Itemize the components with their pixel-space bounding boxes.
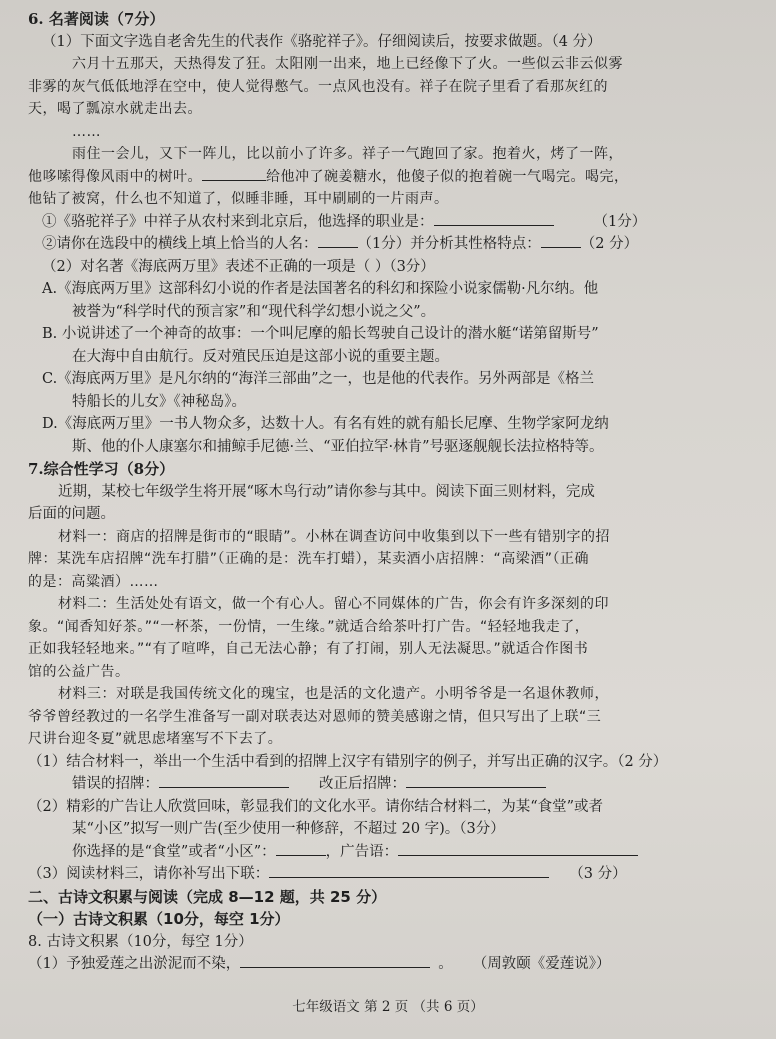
q7-material3: 材料三：对联是我国传统文化的瑰宝，也是活的文化遗产。小明爷爷是一名退休教师， [58, 686, 609, 702]
q7-sub2-cont: 某“小区”拟写一则广告(至少使用一种修辞，不超过 20 字)。（3分） [72, 821, 505, 837]
q7-material1-cont: 的是：高粱酒）…… [28, 573, 159, 590]
q6-sub1-blank[interactable] [434, 211, 554, 226]
q7-sub1-answer-row [28, 773, 748, 796]
q6-excerpt-line: 天，喝了瓢凉水就走出去。 [28, 101, 202, 117]
q7-right-sign-blank[interactable] [406, 773, 546, 788]
q7-intro-cont: 后面的问题。 [28, 506, 115, 522]
q6-option-b: B. 小说讲述了一个神奇的故事：一个叫尼摩的船长驾驶自己设计的潜水艇“诺第留斯号” [42, 326, 599, 342]
q7-sub2-answer-row [28, 841, 748, 864]
q7-sub3 [28, 863, 748, 886]
q7-intro: 近期，某校七年级学生将开展“啄木鸟行动”请你参与其中。阅读下面三则材料，完成 [58, 483, 595, 500]
page-footer: 七年级语文 第 2 页 （共 6 页） [292, 999, 484, 1015]
q7-sub3-score: （3 分） [569, 866, 627, 882]
q6-excerpt-ellipsis: …… [72, 123, 101, 140]
q6-sub1-text: ①《骆驼祥子》中祥子从农村来到北京后，他选择的职业是： [42, 213, 434, 230]
q6-excerpt-line: 他钻了被窝，什么也不知道了，似睡非睡，耳中刷刷的一片雨声。 [28, 191, 449, 207]
q6-sub1-score: （1分） [593, 213, 647, 230]
q7-sub2: （2）精彩的广告让人欣赏回味，彰显我们的文化水平。请你结合材料二，为某“食堂”或者 [28, 798, 604, 815]
q8-item1-text: （1）予独爱莲之出淤泥而不染， [28, 956, 241, 972]
q7-material2-cont: 象。“闻香知好茶。”“一杯茶，一份情，一生缘。”就适合给茶叶打广告。“轻轻地我走了， [28, 618, 590, 635]
q6-excerpt-text: 他哆嗦得像风雨中的树叶。 [28, 168, 202, 185]
q6-title: 6. 名著阅读（7分） [28, 10, 165, 28]
q7-right-sign-label: 改正后招牌： [319, 776, 406, 792]
section2-subtitle: （一）古诗文积累（10分，每空 1分） [28, 910, 290, 928]
q6-name-blank[interactable] [202, 166, 266, 181]
q6-excerpt-line-with-blank [28, 166, 748, 189]
q6-part1-intro: （1）下面文字选自老舍先生的代表作《骆驼祥子》。仔细阅读后，按要求做题。（4 分） [42, 33, 602, 50]
q6-sub2-score: （2 分） [580, 236, 639, 252]
q7-material2-cont: 馆的公益广告。 [28, 663, 130, 680]
q8-item1 [28, 953, 748, 976]
q6-sub2-trait-blank[interactable] [541, 233, 581, 248]
q6-option-b-cont: 在大海中自由航行。反对殖民压迫是这部小说的重要主题。 [72, 348, 449, 365]
q6-sub1 [28, 211, 748, 234]
q6-sub2 [28, 233, 748, 256]
q7-choice-blank[interactable] [276, 841, 326, 856]
q7-title: 7.综合性学习（8分） [28, 460, 175, 478]
q7-couplet-blank[interactable] [269, 863, 549, 878]
q7-wrong-sign-label: 错误的招牌： [72, 776, 159, 792]
q6-excerpt-line: 六月十五那天，天热得发了狂。太阳刚一出来，地上已经像下了火。一些似云非云似雾 [72, 56, 623, 72]
q7-material2: 材料二：生活处处有语文，做一个有心人。留心不同媒体的广告，你会有许多深刻的印 [58, 596, 609, 612]
q7-sub1: （1）结合材料一，举出一个生活中看到的招牌上汉字有错别字的例子，并写出正确的汉字。（2 分） [28, 753, 668, 770]
q6-option-a-cont: 被誉为“科学时代的预言家”和“现代科学幻想小说之父”。 [72, 303, 436, 320]
q7-sub3-text: （3）阅读材料三，请你补写出下联： [28, 866, 270, 882]
q7-choice-label: 你选择的是“食堂”或者“小区”： [72, 843, 276, 860]
q6-sub2-text-b: （1分）并分析其性格特点： [357, 236, 541, 252]
q7-material3-cont: 爷爷曾经教过的一名学生准备写一副对联表达对恩师的赞美感谢之情，但只写出了上联“三 [28, 708, 602, 725]
q7-ad-blank[interactable] [398, 841, 638, 856]
q8-item1-blank[interactable] [240, 953, 430, 968]
q7-material3-cont: 尺讲台迎冬夏”就思虑堵塞写不下去了。 [28, 731, 283, 747]
q7-wrong-sign-blank[interactable] [159, 773, 289, 788]
q6-excerpt-text: 给他冲了碗姜糖水，他傻子似的抱着碗一气喝完。喝完， [266, 168, 629, 185]
q6-excerpt-line: 雨住一会儿，又下一阵儿，比以前小了许多。祥子一气跑回了家。抱着火，烤了一阵， [72, 146, 623, 162]
q6-sub2-text: ②请你在选段中的横线上填上恰当的人名： [42, 236, 318, 252]
q6-part2: （2）对名著《海底两万里》表述不正确的一项是（ ）（3分） [42, 258, 435, 275]
q6-option-d: D.《海底两万里》一书人物众多，达数十人。有名有姓的就有船长尼摩、生物学家阿龙纳 [42, 416, 609, 432]
q8-title: 8. 古诗文积累（10分，每空 1分） [28, 933, 253, 950]
q7-material1-cont: 牌：某洗车店招牌“洗车打腊”（正确的是：洗车打蜡），某卖酒小店招牌：“高梁酒”（正确 [28, 551, 590, 567]
q6-sub2-name-blank[interactable] [318, 233, 358, 248]
q8-item1-source: （周敦颐《爱莲说》） [472, 956, 611, 972]
q7-material2-cont: 正如我轻轻地来。”“有了喧哗，自己无法心静；有了打闹，别人无法凝思。”就适合作图书 [28, 641, 589, 657]
q7-material1: 材料一：商店的招牌是街市的“眼睛”。小林在调查访问中收集到以下一些有错别字的招 [58, 528, 611, 545]
q8-item1-period: 。 [438, 956, 453, 972]
q6-option-c-cont: 特船长的儿女》《神秘岛》。 [72, 393, 246, 410]
q7-ad-label: ，广告语： [325, 843, 399, 860]
q6-option-a: A.《海底两万里》这部科幻小说的作者是法国著名的科幻和探险小说家儒勒·凡尔纳。他 [42, 281, 599, 297]
q6-excerpt-line: 非雾的灰气低低地浮在空中，使人觉得憋气。一点风也没有。祥子在院子里看了看那灰红的 [28, 78, 608, 95]
q6-option-c: C.《海底两万里》是凡尔纳的“海洋三部曲”之一，也是他的代表作。另外两部是《格兰 [42, 371, 595, 387]
q6-option-d-cont: 斯、他的仆人康塞尔和捕鲸手尼德·兰、“亚伯拉罕·林肯”号驱逐舰舰长法拉格特等。 [72, 438, 604, 455]
section2-title: 二、古诗文积累与阅读（完成 8—12 题，共 25 分） [28, 887, 387, 906]
